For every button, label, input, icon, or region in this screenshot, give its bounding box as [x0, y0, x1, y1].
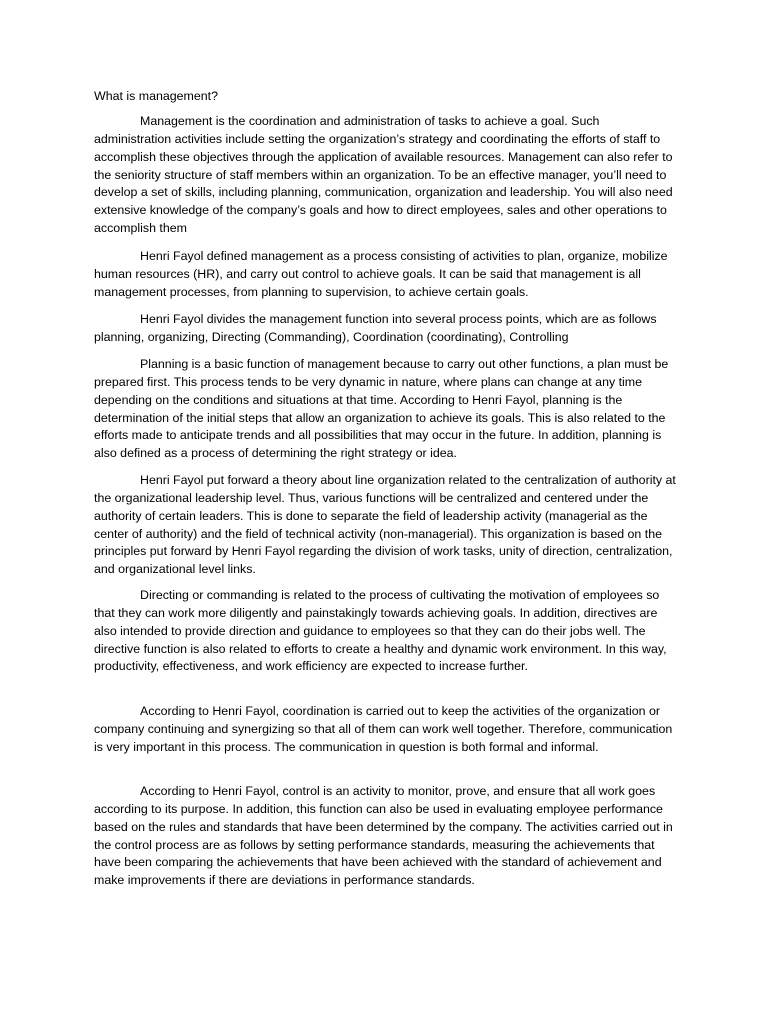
paragraph-controlling: According to Henri Fayol, control is an activity to monitor, prove, and ensure that all work goes according to its purpose. In addition, this function can also be used in evaluating employee performance based on the rules and standards that have been determined by the company. The activities carried out in the control process are as follows by setting performance standards, measuring the achievements that have been comparing the achievements that have been achieved with the standard of achievement and make improvements if there are deviations in performance standards.: [94, 784, 673, 888]
paragraph-functions-list: Henri Fayol divides the management function into several process points, which are as follows planning, organizing, Directing (Commanding), Coordination (coordinating), Controlling: [94, 312, 657, 344]
paragraph-definition: Management is the coordination and administration of tasks to achieve a goal. Such administration activities include setting the organization’s strategy and coordinating the efforts of staff to accomplish these objectives through the application of available resources. Management can also refer to the seniority structure of staff members within an organization. To be an effective manager, you’ll need to develop a set of skills, including planning, communication, organization and leadership. You will also need extensive knowledge of the company’s goals and how to direct employees, sales and other operations to accomplish them: [94, 114, 673, 236]
document-title: What is management?: [94, 89, 218, 103]
paragraph-coordination: According to Henri Fayol, coordination is carried out to keep the activities of the organization or company continuing and synergizing so that all of them can work well together. Therefore, communication is very important in this process. The communication in question is both formal and informal.: [94, 704, 673, 754]
paragraph-fayol-definition: Henri Fayol defined management as a process consisting of activities to plan, organize, mobilize human resources (HR), and carry out control to achieve goals. It can be said that management is all management processes, from planning to supervision, to achieve certain goals.: [94, 249, 668, 299]
paragraph-planning: Planning is a basic function of management because to carry out other functions, a plan must be prepared first. This process tends to be very dynamic in nature, where plans can change at any time depending on the conditions and situations at that time. According to Henri Fayol, planning is the determination of the initial steps that allow an organization to achieve its goals. This is also related to the efforts made to anticipate trends and all possibilities that may occur in the future. In addition, planning is also defined as a process of determining the right strategy or idea.: [94, 357, 669, 461]
paragraph-organizing: Henri Fayol put forward a theory about line organization related to the centralization of authority at the organizational leadership level. Thus, various functions will be centralized and centered under the authority of certain leaders. This is done to separate the field of leadership activity (managerial as the center of authority) and the field of technical activity (non-managerial). This organization is based on the principles put forward by Henri Fayol regarding the division of work tasks, unity of direction, centralization, and organizational level links.: [94, 473, 676, 577]
paragraph-directing: Directing or commanding is related to the process of cultivating the motivation of employees so that they can work more diligently and painstakingly towards achieving goals. In addition, directives are also intended to provide direction and guidance to employees so that they can do their jobs well. The directive function is also related to efforts to create a healthy and dynamic work environment. In this way, productivity, effectiveness, and work efficiency are expected to increase further.: [94, 588, 667, 674]
